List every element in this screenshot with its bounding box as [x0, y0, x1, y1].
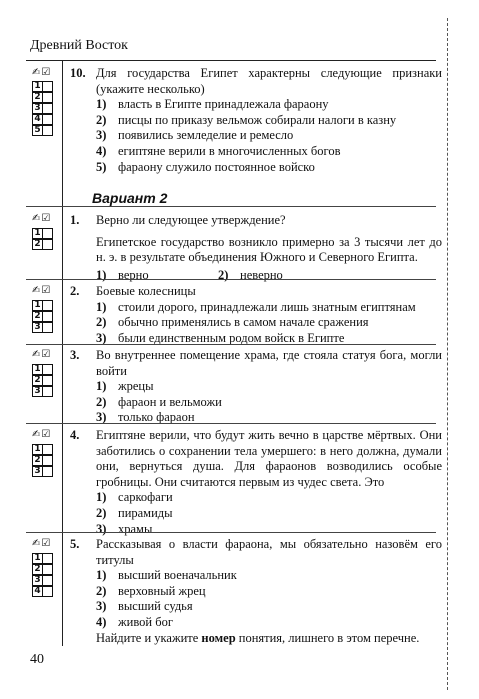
option-text: неверно	[240, 267, 283, 282]
option-text: пирамиды	[118, 505, 173, 520]
option-number: 3)	[96, 410, 107, 425]
answer-box[interactable]	[43, 375, 53, 386]
box-number: 2	[32, 92, 43, 103]
question-divider	[26, 279, 436, 280]
question-2	[70, 284, 442, 346]
option-text: власть в Египте принадлежала фараону	[118, 97, 329, 112]
option-number: 2)	[96, 505, 107, 520]
option-number: 3)	[96, 599, 107, 614]
option-number: 1)	[96, 568, 107, 583]
option-text: храмы	[118, 521, 153, 536]
option-number: 1)	[96, 299, 107, 314]
answer-boxes-q10[interactable]	[32, 81, 53, 136]
option-number: 1)	[96, 267, 107, 282]
question-text: Боевые колесницы	[96, 284, 196, 298]
option-text: фараон и вельможи	[118, 394, 222, 409]
option-number: 2)	[218, 267, 229, 282]
answer-box[interactable]	[43, 575, 53, 586]
option-text: высший судья	[118, 599, 193, 614]
option-number: 1)	[96, 379, 107, 394]
option-number: 1)	[96, 490, 107, 505]
box-number: 4	[32, 114, 43, 125]
option-text: стоили дорого, принадлежали лишь знатным египтянам	[118, 299, 416, 314]
box-number: 1	[32, 228, 43, 239]
box-number: 2	[32, 455, 43, 466]
question-divider	[26, 206, 436, 207]
box-number: 1	[32, 81, 43, 92]
question-5	[70, 537, 442, 646]
box-number: 2	[32, 239, 43, 250]
option-number: 2)	[96, 112, 107, 127]
box-number: 3	[32, 386, 43, 397]
answer-mark-icon: ✍☑	[32, 429, 52, 440]
answer-mark-icon: ✍☑	[32, 213, 52, 224]
answer-box[interactable]	[43, 239, 53, 250]
box-number: 1	[32, 300, 43, 311]
answer-box[interactable]	[43, 300, 53, 311]
answer-box[interactable]	[43, 386, 53, 397]
option-number: 1)	[96, 97, 107, 112]
option-number: 3)	[96, 521, 107, 536]
variant-title: Вариант 2	[92, 190, 168, 206]
box-number: 4	[32, 586, 43, 597]
answer-boxes-q4[interactable]	[32, 444, 53, 477]
option-number: 2)	[96, 394, 107, 409]
option-text: живой бог	[118, 614, 173, 629]
answer-mark-icon: ✍☑	[32, 538, 52, 549]
closing-instruction	[96, 631, 442, 647]
question-divider	[26, 423, 436, 424]
box-number: 2	[32, 375, 43, 386]
running-header: Древний Восток	[30, 38, 128, 53]
question-number: 2.	[70, 284, 80, 298]
question-text: Рассказывая о власти фараона, мы обязательно назовём его титулы	[96, 537, 442, 567]
answer-boxes-q3[interactable]	[32, 364, 53, 397]
question-number: 1.	[70, 213, 80, 227]
box-number: 2	[32, 564, 43, 575]
option-text: высший военачальник	[118, 568, 237, 583]
option-text: были единственным родом войск в Египте	[118, 330, 345, 345]
option-text: египтяне верили в многочисленных богов	[118, 143, 341, 158]
question-4	[70, 428, 442, 537]
option-number: 4)	[96, 614, 107, 629]
option-text: жрецы	[118, 379, 154, 394]
option-number: 2)	[96, 315, 107, 330]
answer-box[interactable]	[43, 444, 53, 455]
answer-box[interactable]	[43, 125, 53, 136]
box-number: 1	[32, 553, 43, 564]
closing-emphasis: номер	[201, 630, 236, 645]
question-divider	[26, 344, 436, 345]
answer-box[interactable]	[43, 322, 53, 333]
question-number: 4.	[70, 428, 80, 442]
answer-boxes-q2[interactable]	[32, 300, 53, 333]
option-number: 2)	[96, 583, 107, 598]
option-text: саркофаги	[118, 490, 173, 505]
answer-box[interactable]	[43, 114, 53, 125]
answer-mark-icon: ✍☑	[32, 67, 52, 78]
answer-box[interactable]	[43, 311, 53, 322]
answer-box[interactable]	[43, 466, 53, 477]
answer-mark-icon: ✍☑	[32, 349, 52, 360]
margin-rule	[62, 60, 63, 646]
option-number: 3)	[96, 330, 107, 345]
answer-box[interactable]	[43, 455, 53, 466]
answer-box[interactable]	[43, 564, 53, 575]
box-number: 1	[32, 364, 43, 375]
answer-box[interactable]	[43, 553, 53, 564]
box-number: 3	[32, 103, 43, 114]
answer-boxes-q1[interactable]	[32, 228, 53, 250]
closing-text: Найдите и укажите	[96, 630, 199, 645]
option-text: верховный жрец	[118, 583, 206, 598]
option-text: писцы по приказу вельмож собирали налоги в казну	[118, 112, 397, 127]
question-3	[70, 348, 442, 426]
question-text: Для государства Египет характерны следующие признаки (укажите несколько)	[96, 66, 442, 96]
question-10	[70, 66, 442, 175]
answer-box[interactable]	[43, 103, 53, 114]
option-number: 5)	[96, 159, 107, 174]
answer-box[interactable]	[43, 586, 53, 597]
question-number: 10.	[70, 66, 86, 80]
answer-box[interactable]	[43, 228, 53, 239]
option-number: 4)	[96, 143, 107, 158]
question-number: 3.	[70, 348, 80, 362]
answer-box[interactable]	[43, 81, 53, 92]
header-rule	[26, 60, 436, 61]
question-text: Верно ли следующее утверждение?	[96, 213, 286, 227]
question-text: Египтяне верили, что будут жить вечно в царстве мёртвых. Они заботились о сохранении тела умершего: в него должна, думали они, вернуться душа. Для фараонов возводились особые гробницы. Они считаются первым из чудес света. Это	[96, 428, 442, 489]
answer-boxes-q5[interactable]	[32, 553, 53, 597]
question-number: 5.	[70, 537, 80, 551]
statement-text: Египетское государство возникло примерно за 3 тысячи лет до н. э. в результате объединения Южного и Северного Египта.	[96, 234, 442, 265]
option-number: 3)	[96, 128, 107, 143]
option-text: фараону служило постоянное войско	[118, 159, 315, 174]
cut-line	[447, 18, 448, 690]
option-text: верно	[118, 267, 149, 282]
option-text: появились земледелие и ремесло	[118, 128, 294, 143]
answer-box[interactable]	[43, 92, 53, 103]
box-number: 5	[32, 125, 43, 136]
box-number: 3	[32, 322, 43, 333]
question-1	[70, 213, 442, 283]
box-number: 2	[32, 311, 43, 322]
answer-mark-icon: ✍☑	[32, 285, 52, 296]
option-text: обычно применялись в самом начале сражения	[118, 315, 369, 330]
question-text: Во внутреннее помещение храма, где стояла статуя бога, могли войти	[96, 348, 442, 378]
box-number: 3	[32, 575, 43, 586]
page-number: 40	[30, 652, 44, 667]
box-number: 3	[32, 466, 43, 477]
option-text: только фараон	[118, 410, 195, 425]
closing-text: понятия, лишнего в этом перечне.	[238, 630, 420, 645]
box-number: 1	[32, 444, 43, 455]
answer-box[interactable]	[43, 364, 53, 375]
question-divider	[26, 532, 436, 533]
